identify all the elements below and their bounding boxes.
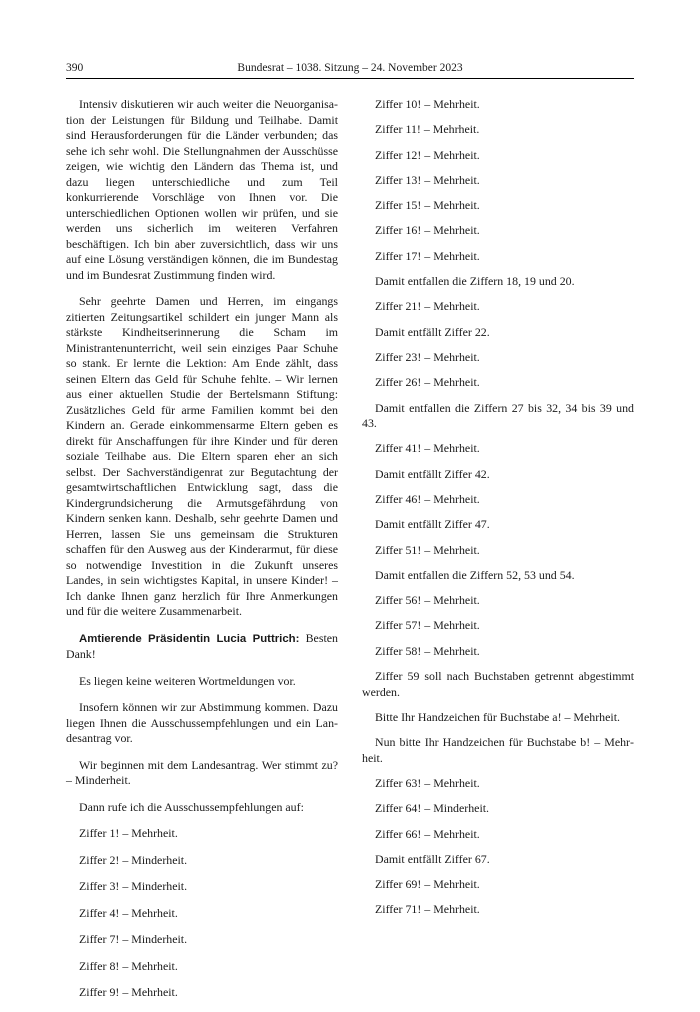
- vote-item: Ziffer 16! – Mehrheit.: [375, 223, 480, 238]
- vote-item: Ziffer 7! – Minderheit.: [79, 932, 188, 946]
- paragraph: Wir beginnen mit dem Landesantrag. Wer stimmt zu? – Minderheit.: [66, 757, 338, 787]
- vote-item: Ziffer 2! – Minderheit.: [79, 852, 188, 867]
- vote-item: Ziffer 63! – Mehrheit.: [375, 775, 480, 790]
- vote-item: Ziffer 51! – Mehrheit.: [375, 542, 480, 557]
- vote-item: Ziffer 71! – Mehrheit.: [375, 902, 480, 917]
- vote-item: Damit entfallen die Ziffern 52, 53 und 54.: [375, 567, 575, 582]
- vote-item: Damit entfällt Ziffer 42.: [375, 466, 490, 481]
- vote-item: Damit entfallen die Ziffern 27 bis 32, 34 bis 39 und 43.: [362, 400, 634, 431]
- page-number: 390: [66, 62, 84, 74]
- vote-item: Nun bitte Ihr Handzeichen für Buchstabe b! – Mehrheit.: [362, 735, 634, 765]
- speaker-name: Amtierende Präsidentin Lucia Puttrich:: [79, 632, 300, 645]
- vote-item: Ziffer 57! – Mehrheit.: [375, 618, 480, 633]
- vote-item: Ziffer 59 soll nach Buchstaben getrennt abgestimmt werden.: [362, 669, 634, 699]
- paragraph: Dann rufe ich die Ausschussempfehlungen auf:: [79, 799, 304, 814]
- vote-item: Ziffer 46! – Mehrheit.: [375, 491, 480, 506]
- vote-item: Ziffer 8! – Mehrheit.: [79, 958, 178, 973]
- vote-item: Ziffer 13! – Mehrheit.: [375, 172, 480, 187]
- vote-item: Ziffer 11! – Mehrheit.: [375, 122, 480, 137]
- speaker-paragraph: [66, 631, 338, 663]
- vote-item: Ziffer 41! – Mehrheit.: [375, 441, 480, 456]
- paragraph: Es liegen keine weiteren Wortmeldungen vor.: [79, 673, 296, 688]
- vote-item: Ziffer 12! – Mehrheit.: [375, 147, 480, 162]
- vote-item: Ziffer 69! – Mehrheit.: [375, 877, 480, 892]
- paragraph: Sehr geehrte Damen und Herren, im eingangs zitierten Zeitungsartikel schildert ein junger Mann als stärkste Kindheitserinnerung die Scham im Ministrantenunterricht, weil sein einziges Paar Schuhe so stank. Er lernte die Lektion: Am Ende zählt, dass seinen Eltern das Geld für Schuhe fehlte. – Wir lernen aus einer aktuellen Studie der Bertelsmann Stiftung: Zusätzliches Geld für arme Familien kommt bei den Kindern an. Gerade einkommensarme Eltern geben es direkt für Anschaffungen für ihre Kinder und für deren soziale Teilhabe aus. Die Eltern sparen eher an sich selbst. Der Sachverständigenrat zur Begutachtung der gesamtwirtschaftlichen Entwicklung sagt, dass die Kindergrundsicherung die Armutsgefährdung von Kindern senken kann. Deshalb, sehr geehrte Damen und Herren, lassen Sie uns gemeinsam die Strukturen schaffen für den Ausweg aus der Kinderarmut, für diese so notwendige Investition in die Zukunft unseres Landes, in sein wichtigstes Kapital, in unsere Kinder! – Ich danke Ihnen ganz herzlich für Ihre Anmerkungen und für die weitere Zusammenarbeit.: [66, 294, 338, 618]
- header-title: Bundesrat – 1038. Sitzung – 24. November 2023: [237, 62, 463, 74]
- vote-item: Ziffer 56! – Mehrheit.: [375, 593, 480, 608]
- vote-item: Damit entfallen die Ziffern 18, 19 und 20.: [375, 274, 575, 289]
- vote-item: Ziffer 23! – Mehrheit.: [375, 349, 480, 364]
- vote-item: Bitte Ihr Handzeichen für Buchstabe a! – Mehrheit.: [375, 709, 620, 724]
- vote-item: Ziffer 64! – Minderheit.: [375, 801, 490, 816]
- paragraph: Insofern können wir zur Abstimmung kommen. Dazu liegen Ihnen die Ausschussempfehlungen und ein Landesantrag vor.: [66, 700, 338, 745]
- vote-item: Ziffer 66! – Mehrheit.: [375, 826, 480, 841]
- vote-item: Ziffer 15! – Mehrheit.: [375, 198, 480, 213]
- vote-item: Ziffer 10! – Mehrheit.: [375, 97, 480, 111]
- vote-item: Ziffer 26! – Mehrheit.: [375, 375, 480, 390]
- vote-item: Ziffer 1! – Mehrheit.: [79, 826, 178, 840]
- vote-item: Damit entfällt Ziffer 47.: [375, 517, 490, 532]
- page-header: [66, 60, 634, 79]
- paragraph: Intensiv diskutieren wir auch weiter die Neuorganisation der Leistungen für Bildung und Teilhabe. Damit sind Herausforderungen für die Länder verbunden; das sehe ich sehr wohl. Die Stellungnahmen der Ausschüsse zeigen, wie wichtig den Ländern das Thema ist, und dazu liegen unterschiedliche und zum Teil konkurrierende Vorschläge von Ihnen vor. Die unterschiedlichen Optionen wollen wir prüfen, und sie werden uns sicherlich im weiteren Verfahren beschäftigen. Ich bin aber zuversichtlich, dass wir uns auf eine Lösung verständigen können, die im Bundestag und im Bundesrat Zustimmung finden wird.: [66, 97, 338, 282]
- right-column: [362, 97, 634, 928]
- vote-item: Ziffer 9! – Mehrheit.: [79, 985, 178, 999]
- speaker-text: Besten Dank!: [66, 630, 338, 661]
- vote-item: Ziffer 17! – Mehrheit.: [375, 248, 480, 263]
- vote-item: Ziffer 21! – Mehrheit.: [375, 299, 480, 314]
- vote-item: Ziffer 3! – Minderheit.: [79, 879, 188, 893]
- vote-item: Damit entfällt Ziffer 67.: [375, 851, 490, 866]
- left-column: [66, 97, 338, 1012]
- vote-item: Ziffer 4! – Mehrheit.: [79, 905, 178, 920]
- vote-item: Ziffer 58! – Mehrheit.: [375, 643, 480, 658]
- vote-item: Damit entfällt Ziffer 22.: [375, 324, 490, 339]
